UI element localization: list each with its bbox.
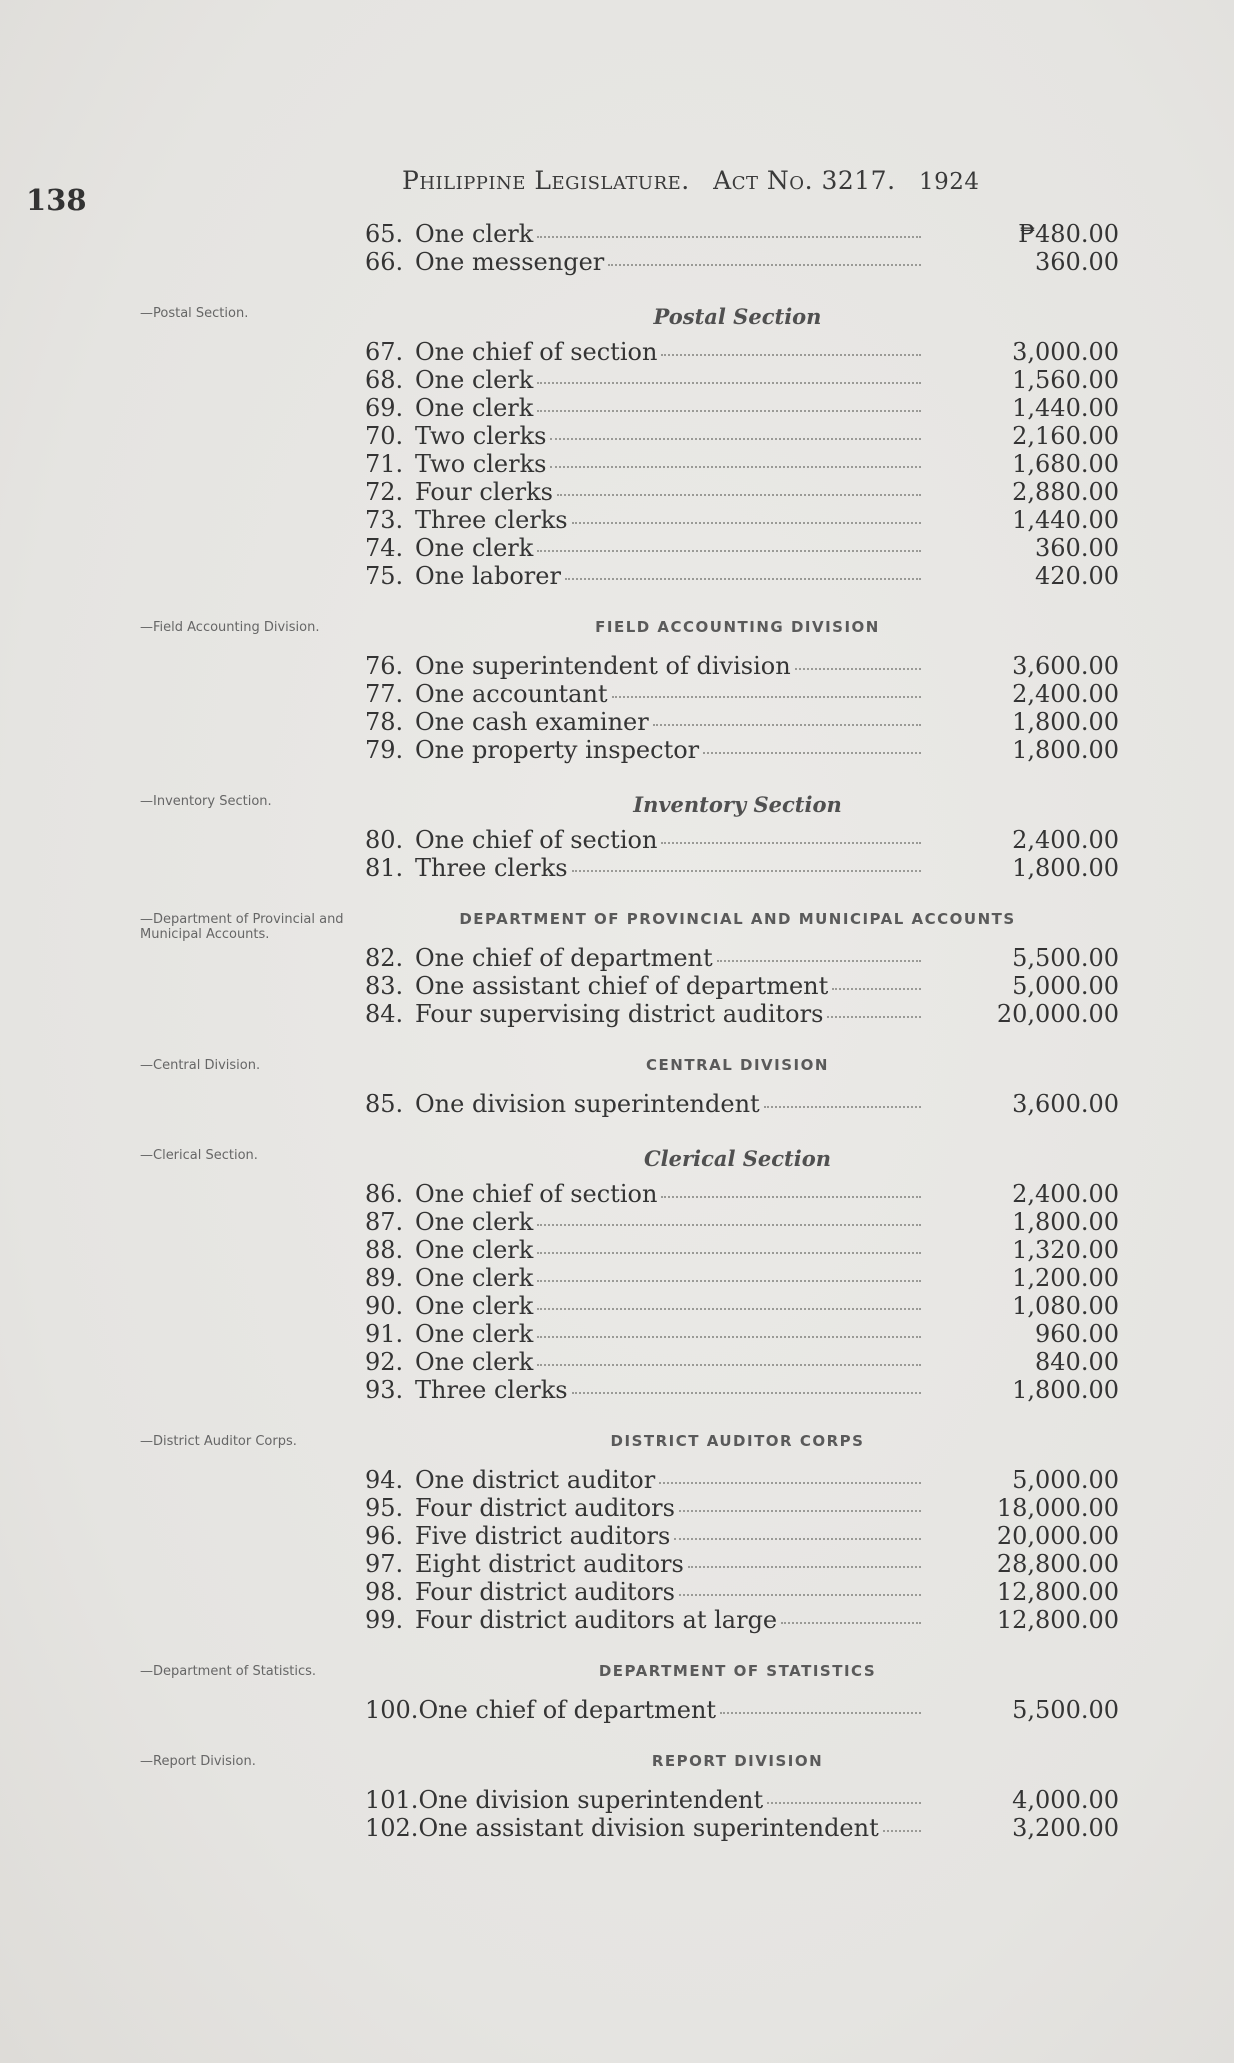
item-amount: 2,400.00 <box>1012 680 1119 708</box>
dot-leader <box>781 1608 921 1624</box>
margin-note: —Report Division. <box>140 1754 256 1769</box>
item-description: One chief of section <box>415 1180 658 1208</box>
margin-note: —Postal Section. <box>140 306 249 321</box>
dot-leader <box>703 738 921 754</box>
item-number: 91. <box>365 1320 404 1348</box>
item-amount: 1,800.00 <box>1012 854 1119 882</box>
dot-leader <box>827 1002 921 1018</box>
section-gap <box>0 590 1234 606</box>
dot-leader <box>679 1496 921 1512</box>
section-heading <box>0 1134 1234 1180</box>
item-description: Eight district auditors <box>415 1550 684 1578</box>
line-item <box>0 220 1234 248</box>
item-amount: 1,800.00 <box>1012 736 1119 764</box>
item-number: 100. <box>365 1696 419 1724</box>
item-number: 68. <box>365 366 404 394</box>
line-item <box>0 944 1234 972</box>
item-number: 94. <box>365 1466 404 1494</box>
item-number: 69. <box>365 394 404 422</box>
line-item <box>0 972 1234 1000</box>
item-number: 102. <box>365 1814 419 1842</box>
dot-leader <box>653 710 921 726</box>
item-number: 84. <box>365 1000 404 1028</box>
dot-leader <box>537 1294 921 1310</box>
item-amount: ₱480.00 <box>1018 220 1119 248</box>
section-gap <box>0 276 1234 292</box>
dot-leader <box>572 1378 921 1394</box>
item-number: 65. <box>365 220 404 248</box>
section-heading-text: CENTRAL DIVISION <box>646 1056 829 1074</box>
margin-note: —Clerical Section. <box>140 1148 258 1163</box>
item-amount: 28,800.00 <box>996 1550 1119 1578</box>
item-amount: 5,500.00 <box>1012 944 1119 972</box>
item-amount: 1,800.00 <box>1012 708 1119 736</box>
item-amount: 3,600.00 <box>1012 1090 1119 1118</box>
item-number: 96. <box>365 1522 404 1550</box>
item-description: One laborer <box>415 562 561 590</box>
line-item <box>0 1466 1234 1494</box>
item-amount: 12,800.00 <box>996 1578 1119 1606</box>
item-number: 82. <box>365 944 404 972</box>
item-amount: 1,080.00 <box>1012 1292 1119 1320</box>
dot-leader <box>764 1092 921 1108</box>
dot-leader <box>537 222 921 238</box>
item-description: One division superintendent <box>418 1786 764 1814</box>
running-head-year: 1924 <box>918 169 980 195</box>
item-description: Four district auditors at large <box>415 1606 778 1634</box>
item-description: One clerk <box>415 394 534 422</box>
item-description: One messenger <box>415 248 605 276</box>
section-gap <box>0 1028 1234 1044</box>
item-number: 76. <box>365 652 404 680</box>
item-number: 72. <box>365 478 404 506</box>
item-amount: 2,160.00 <box>1012 422 1119 450</box>
line-item <box>0 506 1234 534</box>
item-description: One clerk <box>415 1292 534 1320</box>
section-heading-text: Clerical Section <box>643 1146 832 1171</box>
section-heading-text: FIELD ACCOUNTING DIVISION <box>595 618 880 636</box>
item-number: 67. <box>365 338 404 366</box>
dot-leader <box>537 396 921 412</box>
section-gap <box>0 764 1234 780</box>
item-description: Four district auditors <box>415 1578 675 1606</box>
line-item <box>0 1522 1234 1550</box>
item-amount: 1,440.00 <box>1012 394 1119 422</box>
line-item <box>0 1236 1234 1264</box>
section-heading <box>0 1650 1234 1696</box>
margin-note: —Central Division. <box>140 1058 261 1073</box>
item-description: One property inspector <box>415 736 700 764</box>
section-gap <box>0 1404 1234 1420</box>
dot-leader <box>550 424 921 440</box>
section-heading-text: Postal Section <box>653 304 822 329</box>
item-number: 73. <box>365 506 404 534</box>
line-item <box>0 736 1234 764</box>
item-number: 99. <box>365 1606 404 1634</box>
line-item <box>0 1786 1234 1814</box>
item-description: Three clerks <box>415 1376 568 1404</box>
item-amount: 360.00 <box>1035 534 1119 562</box>
dot-leader <box>659 1468 921 1484</box>
item-amount: 2,400.00 <box>1012 1180 1119 1208</box>
item-number: 83. <box>365 972 404 1000</box>
page-number: 138 <box>26 183 87 217</box>
line-item <box>0 338 1234 366</box>
running-head-act: Act No. 3217. <box>713 166 896 195</box>
line-item <box>0 1090 1234 1118</box>
line-item <box>0 394 1234 422</box>
item-description: Three clerks <box>415 506 568 534</box>
dot-leader <box>557 480 921 496</box>
item-number: 98. <box>365 1578 404 1606</box>
item-number: 90. <box>365 1292 404 1320</box>
item-description: One chief of department <box>415 944 713 972</box>
item-amount: 5,500.00 <box>1012 1696 1119 1724</box>
item-amount: 20,000.00 <box>996 1000 1119 1028</box>
item-description: Four supervising district auditors <box>415 1000 824 1028</box>
section-heading <box>0 1740 1234 1786</box>
line-item <box>0 1494 1234 1522</box>
section-gap <box>0 1634 1234 1650</box>
item-number: 66. <box>365 248 404 276</box>
item-description: One assistant division superintendent <box>418 1814 879 1842</box>
dot-leader <box>612 682 921 698</box>
line-item <box>0 1348 1234 1376</box>
item-amount: 1,560.00 <box>1012 366 1119 394</box>
section-heading <box>0 1420 1234 1466</box>
section-heading-text: REPORT DIVISION <box>651 1752 824 1770</box>
dot-leader <box>537 1238 921 1254</box>
item-number: 92. <box>365 1348 404 1376</box>
item-description: One clerk <box>415 1236 534 1264</box>
line-item <box>0 1814 1234 1842</box>
line-item <box>0 854 1234 882</box>
section-heading <box>0 898 1234 944</box>
section-gap <box>0 882 1234 898</box>
dot-leader <box>537 1322 921 1338</box>
item-description: One clerk <box>415 366 534 394</box>
item-amount: 18,000.00 <box>996 1494 1119 1522</box>
item-amount: 840.00 <box>1035 1348 1119 1376</box>
line-item <box>0 422 1234 450</box>
item-description: One superintendent of division <box>415 652 791 680</box>
line-item <box>0 1208 1234 1236</box>
line-item <box>0 562 1234 590</box>
item-description: One assistant chief of department <box>415 972 829 1000</box>
item-amount: 1,200.00 <box>1012 1264 1119 1292</box>
dot-leader <box>661 340 921 356</box>
item-description: One division superintendent <box>415 1090 760 1118</box>
running-head <box>402 166 980 195</box>
item-number: 87. <box>365 1208 404 1236</box>
item-description: One clerk <box>415 1348 534 1376</box>
dot-leader <box>661 828 921 844</box>
item-amount: 3,600.00 <box>1012 652 1119 680</box>
section-gap <box>0 1724 1234 1740</box>
item-description: Two clerks <box>415 450 547 478</box>
item-description: One clerk <box>415 220 534 248</box>
item-description: Five district auditors <box>415 1522 671 1550</box>
dot-leader <box>608 250 921 266</box>
dot-leader <box>572 856 921 872</box>
dot-leader <box>717 946 921 962</box>
item-amount: 1,440.00 <box>1012 506 1119 534</box>
section-heading <box>0 292 1234 338</box>
margin-note: —Field Accounting Division. <box>140 620 320 635</box>
line-item <box>0 708 1234 736</box>
item-number: 88. <box>365 1236 404 1264</box>
item-number: 70. <box>365 422 404 450</box>
line-item <box>0 680 1234 708</box>
item-amount: 360.00 <box>1035 248 1119 276</box>
section-heading <box>0 780 1234 826</box>
section-gap <box>0 1842 1234 1858</box>
item-number: 74. <box>365 534 404 562</box>
item-amount: 1,680.00 <box>1012 450 1119 478</box>
line-item <box>0 534 1234 562</box>
item-description: One cash examiner <box>415 708 649 736</box>
dot-leader <box>674 1524 921 1540</box>
item-number: 86. <box>365 1180 404 1208</box>
item-number: 80. <box>365 826 404 854</box>
item-description: One accountant <box>415 680 608 708</box>
dot-leader <box>688 1552 921 1568</box>
dot-leader <box>572 508 921 524</box>
item-number: 78. <box>365 708 404 736</box>
item-description: Four district auditors <box>415 1494 675 1522</box>
section-heading <box>0 1044 1234 1090</box>
line-item <box>0 1000 1234 1028</box>
line-item <box>0 450 1234 478</box>
item-amount: 420.00 <box>1035 562 1119 590</box>
item-amount: 4,000.00 <box>1012 1786 1119 1814</box>
item-description: One chief of section <box>415 826 658 854</box>
item-description: One district auditor <box>415 1466 656 1494</box>
item-amount: 3,000.00 <box>1012 338 1119 366</box>
item-number: 79. <box>365 736 404 764</box>
item-amount: 5,000.00 <box>1012 1466 1119 1494</box>
item-number: 85. <box>365 1090 404 1118</box>
item-number: 75. <box>365 562 404 590</box>
item-description: One clerk <box>415 534 534 562</box>
dot-leader <box>565 564 921 580</box>
line-item <box>0 1180 1234 1208</box>
item-amount: 2,400.00 <box>1012 826 1119 854</box>
margin-note: —Department of Provincial and Municipal Accounts. <box>140 912 344 942</box>
item-number: 93. <box>365 1376 404 1404</box>
item-number: 77. <box>365 680 404 708</box>
item-amount: 12,800.00 <box>996 1606 1119 1634</box>
item-amount: 3,200.00 <box>1012 1814 1119 1842</box>
item-number: 95. <box>365 1494 404 1522</box>
line-item <box>0 1292 1234 1320</box>
margin-note: —District Auditor Corps. <box>140 1434 297 1449</box>
line-item <box>0 1696 1234 1724</box>
item-amount: 5,000.00 <box>1012 972 1119 1000</box>
item-amount: 1,320.00 <box>1012 1236 1119 1264</box>
dot-leader <box>720 1698 921 1714</box>
dot-leader <box>795 654 921 670</box>
appropriation-list <box>0 220 1234 1858</box>
item-description: Three clerks <box>415 854 568 882</box>
item-description: Four clerks <box>415 478 553 506</box>
item-description: One clerk <box>415 1264 534 1292</box>
item-description: One chief of section <box>415 338 658 366</box>
dot-leader <box>537 368 921 384</box>
line-item <box>0 1264 1234 1292</box>
line-item <box>0 1578 1234 1606</box>
item-amount: 20,000.00 <box>996 1522 1119 1550</box>
item-number: 97. <box>365 1550 404 1578</box>
section-heading-text: DEPARTMENT OF PROVINCIAL AND MUNICIPAL ACCOUNTS <box>459 910 1016 928</box>
line-item <box>0 1376 1234 1404</box>
item-number: 101. <box>365 1786 419 1814</box>
item-description: Two clerks <box>415 422 547 450</box>
item-description: One clerk <box>415 1208 534 1236</box>
line-item <box>0 1550 1234 1578</box>
dot-leader <box>550 452 921 468</box>
item-amount: 1,800.00 <box>1012 1208 1119 1236</box>
dot-leader <box>537 1266 921 1282</box>
margin-note: —Inventory Section. <box>140 794 272 809</box>
line-item <box>0 826 1234 854</box>
dot-leader <box>767 1788 921 1804</box>
item-number: 71. <box>365 450 404 478</box>
section-heading-text: DEPARTMENT OF STATISTICS <box>598 1662 877 1680</box>
section-heading-text: Inventory Section <box>633 792 842 817</box>
dot-leader <box>832 974 921 990</box>
item-description: One clerk <box>415 1320 534 1348</box>
dot-leader <box>537 1350 921 1366</box>
item-number: 81. <box>365 854 404 882</box>
section-heading <box>0 606 1234 652</box>
item-amount: 2,880.00 <box>1012 478 1119 506</box>
dot-leader <box>679 1580 921 1596</box>
line-item <box>0 478 1234 506</box>
dot-leader <box>537 536 921 552</box>
line-item <box>0 1606 1234 1634</box>
item-number: 89. <box>365 1264 404 1292</box>
line-item <box>0 366 1234 394</box>
item-description: One chief of department <box>418 1696 717 1724</box>
running-head-publisher: Philippine Legislature. <box>402 166 690 195</box>
dot-leader <box>537 1210 921 1226</box>
line-item <box>0 652 1234 680</box>
line-item <box>0 1320 1234 1348</box>
line-item <box>0 248 1234 276</box>
section-heading-text: DISTRICT AUDITOR CORPS <box>610 1432 865 1450</box>
item-amount: 960.00 <box>1035 1320 1119 1348</box>
dot-leader <box>883 1816 921 1832</box>
margin-note: —Department of Statistics. <box>140 1664 317 1679</box>
dot-leader <box>661 1182 921 1198</box>
section-gap <box>0 1118 1234 1134</box>
item-amount: 1,800.00 <box>1012 1376 1119 1404</box>
